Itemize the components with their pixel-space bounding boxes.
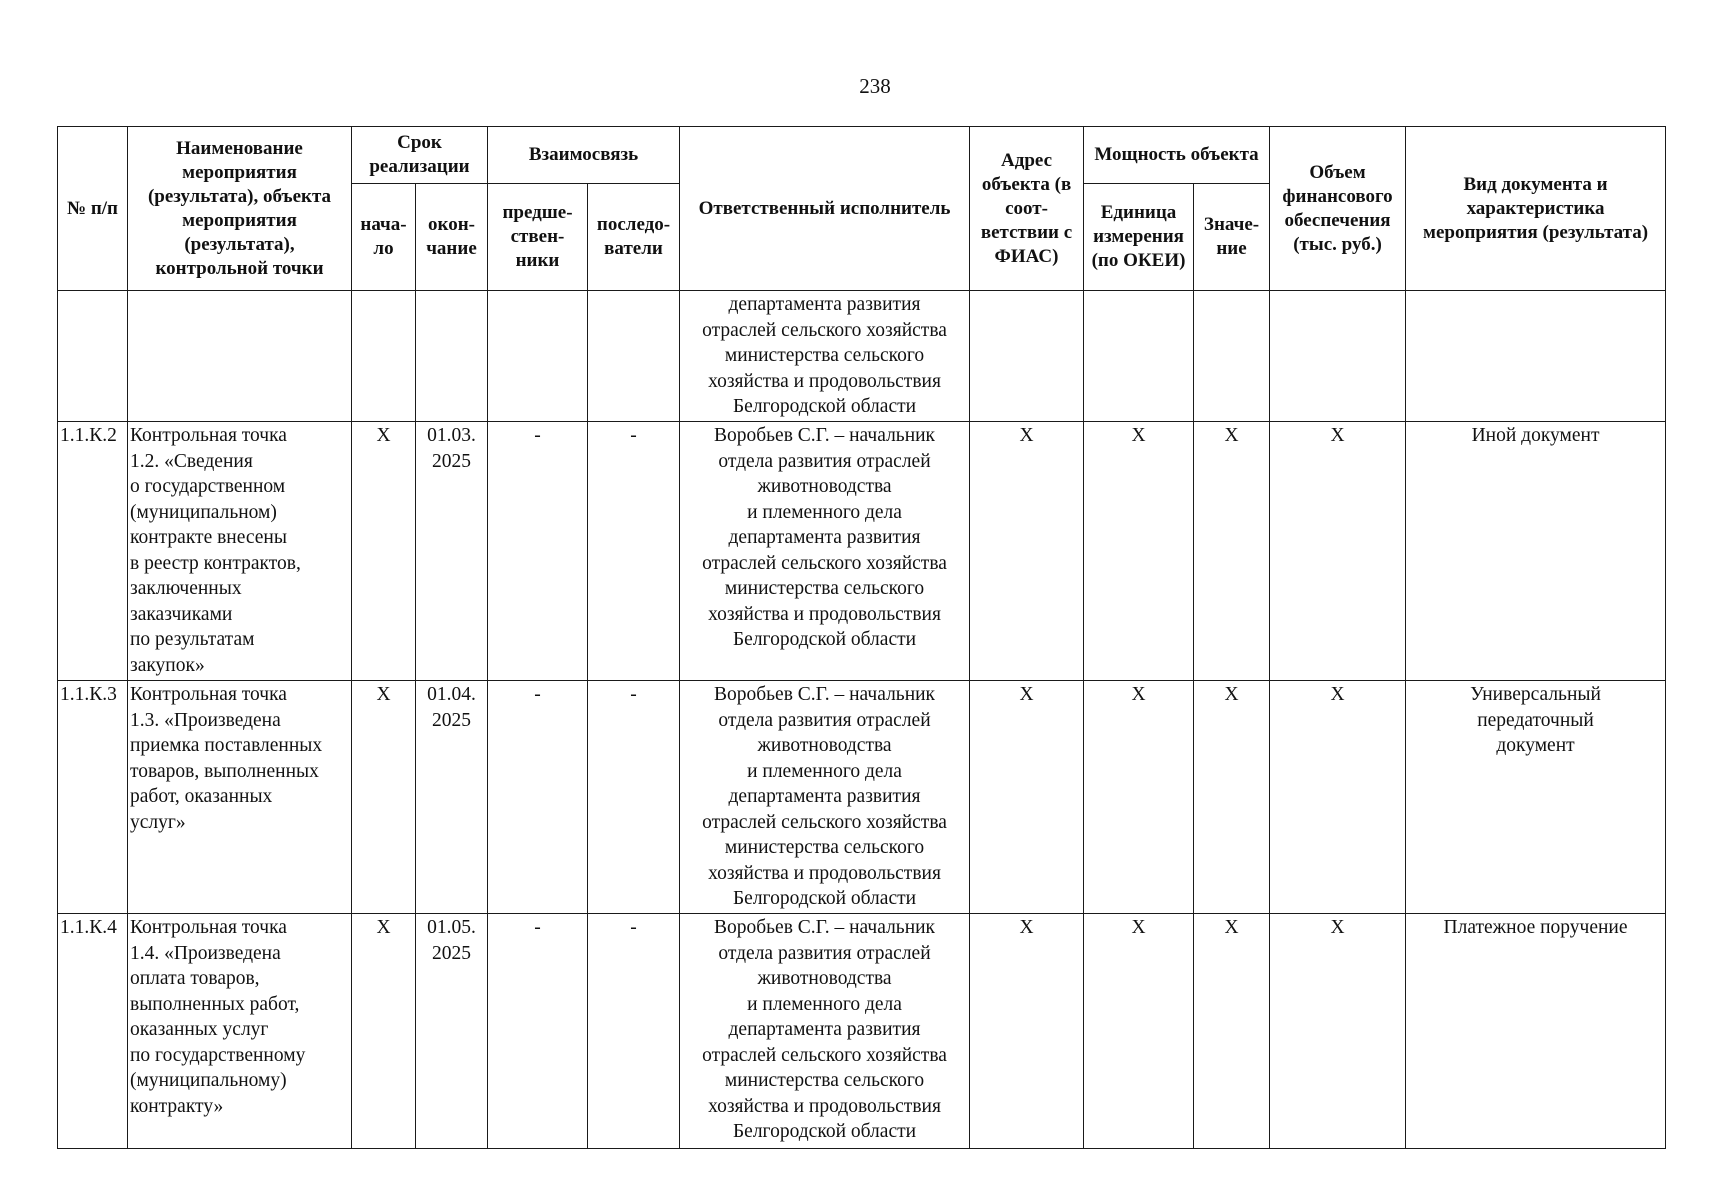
cell-num: 1.1.К.3 <box>58 681 128 914</box>
cell-finance: X <box>1270 422 1406 681</box>
header-term-start: нача-ло <box>352 184 416 291</box>
page-number: 238 <box>859 74 891 98</box>
cell-value: X <box>1194 681 1270 914</box>
cell-end: 01.05. 2025 <box>416 914 488 1149</box>
table-row <box>58 914 1666 1149</box>
cell-start: X <box>352 422 416 681</box>
cell-doc: Иной документ <box>1406 422 1666 681</box>
cell-address: X <box>970 681 1084 914</box>
header-num: № п/п <box>58 127 128 291</box>
cell-start: X <box>352 681 416 914</box>
cell-empty <box>488 291 588 422</box>
cell-responsible: департамента развития отраслей сельского хозяйства министерства сельского хозяйства и продовольствия Белгородской области <box>680 291 970 422</box>
cell-doc: Универсальный передаточный документ <box>1406 681 1666 914</box>
cell-name: Контрольная точка 1.3. «Произведена приемка поставленных товаров, выполненных работ, оказанных услуг» <box>128 681 352 914</box>
header-finance: Объем финансового обеспечения (тыс. руб.) <box>1270 127 1406 291</box>
cell-num: 1.1.К.2 <box>58 422 128 681</box>
header-term-end: окон-чание <box>416 184 488 291</box>
cell-end: 01.04. 2025 <box>416 681 488 914</box>
table-row-continuation <box>58 291 1666 422</box>
cell-unit: X <box>1084 681 1194 914</box>
cell-finance: X <box>1270 914 1406 1149</box>
cell-empty <box>588 291 680 422</box>
table-row <box>58 681 1666 914</box>
header-capacity: Мощность объекта <box>1084 127 1270 184</box>
cell-start: X <box>352 914 416 1149</box>
table-header <box>58 127 1666 291</box>
cell-address: X <box>970 914 1084 1149</box>
cell-name: Контрольная точка 1.2. «Сведения о государственном (муниципальном) контракте внесены в реестр контрактов, заключенных заказчиками по результатам закупок» <box>128 422 352 681</box>
cell-empty <box>970 291 1084 422</box>
cell-successors: - <box>588 914 680 1149</box>
cell-empty <box>416 291 488 422</box>
cell-responsible: Воробьев С.Г. – начальник отдела развития отраслей животноводства и племенного дела департамента развития отраслей сельского хозяйства министерства сельского хозяйства и продовольствия Белгородской области <box>680 681 970 914</box>
plan-table <box>57 126 1666 1149</box>
cell-responsible: Воробьев С.Г. – начальник отдела развития отраслей животноводства и племенного дела департамента развития отраслей сельского хозяйства министерства сельского хозяйства и продовольствия Белгородской области <box>680 422 970 681</box>
header-capacity-unit: Единица измерения (по ОКЕИ) <box>1084 184 1194 291</box>
header-link: Взаимосвязь <box>488 127 680 184</box>
cell-empty <box>352 291 416 422</box>
cell-value: X <box>1194 422 1270 681</box>
cell-num: 1.1.К.4 <box>58 914 128 1149</box>
cell-predecessors: - <box>488 914 588 1149</box>
cell-address: X <box>970 422 1084 681</box>
cell-empty <box>1406 291 1666 422</box>
cell-end: 01.03. 2025 <box>416 422 488 681</box>
header-capacity-value: Значе-ние <box>1194 184 1270 291</box>
header-doc: Вид документа и характеристика мероприятия (результата) <box>1406 127 1666 291</box>
cell-value: X <box>1194 914 1270 1149</box>
cell-predecessors: - <box>488 422 588 681</box>
cell-empty <box>1194 291 1270 422</box>
cell-name: Контрольная точка 1.4. «Произведена оплата товаров, выполненных работ, оказанных услуг по государственному (муниципальному) контракту» <box>128 914 352 1149</box>
header-responsible: Ответственный исполнитель <box>680 127 970 291</box>
cell-unit: X <box>1084 914 1194 1149</box>
cell-empty <box>1270 291 1406 422</box>
cell-unit: X <box>1084 422 1194 681</box>
cell-finance: X <box>1270 681 1406 914</box>
cell-empty <box>128 291 352 422</box>
cell-successors: - <box>588 681 680 914</box>
header-term: Срок реализации <box>352 127 488 184</box>
header-link-pred: предше-ствен-ники <box>488 184 588 291</box>
table-row <box>58 422 1666 681</box>
cell-doc: Платежное поручение <box>1406 914 1666 1149</box>
cell-successors: - <box>588 422 680 681</box>
header-name: Наименование мероприятия (результата), объекта мероприятия (результата), контрольной точки <box>128 127 352 291</box>
header-link-succ: последо-ватели <box>588 184 680 291</box>
header-address: Адрес объекта (в соот-ветствии с ФИАС) <box>970 127 1084 291</box>
cell-responsible: Воробьев С.Г. – начальник отдела развития отраслей животноводства и племенного дела департамента развития отраслей сельского хозяйства министерства сельского хозяйства и продовольствия Белгородской области <box>680 914 970 1149</box>
cell-predecessors: - <box>488 681 588 914</box>
cell-empty <box>58 291 128 422</box>
cell-empty <box>1084 291 1194 422</box>
